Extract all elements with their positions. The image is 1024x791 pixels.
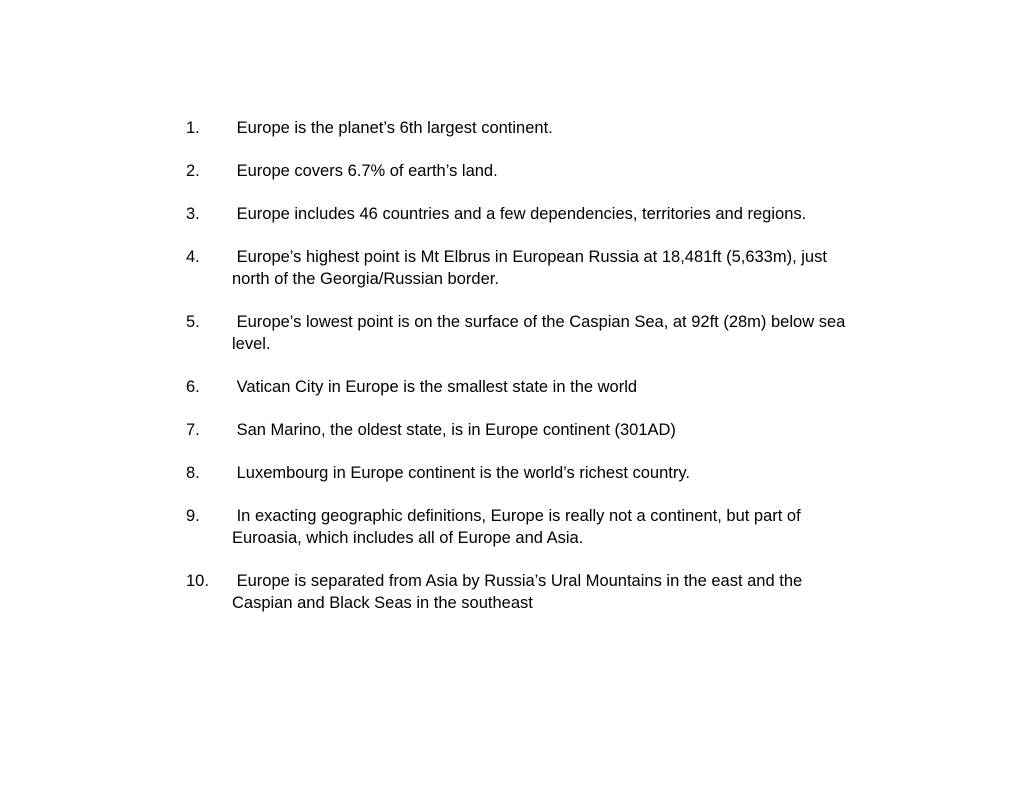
list-item-text: San Marino, the oldest state, is in Europe continent (301AD): [232, 421, 676, 439]
list-item-text: Europe covers 6.7% of earth’s land.: [232, 162, 498, 180]
list-item-text: Luxembourg in Europe continent is the world’s richest country.: [232, 464, 690, 482]
list-item: [186, 419, 866, 441]
list-item: [186, 203, 866, 225]
list-item-text: Europe includes 46 countries and a few dependencies, territories and regions.: [232, 205, 807, 223]
list-item-text: Europe is the planet’s 6th largest continent.: [232, 119, 553, 137]
facts-list: [186, 117, 866, 635]
list-item-number: 6.: [186, 378, 200, 396]
list-item-text: Europe’s lowest point is on the surface of the Caspian Sea, at 92ft (28m) below sea level.: [232, 313, 850, 353]
list-item-text: Europe is separated from Asia by Russia’s Ural Mountains in the east and the Caspian and Black Seas in the southeast: [232, 572, 807, 612]
list-item-text: In exacting geographic definitions, Europe is really not a continent, but part of Euroasia, which includes all of Europe and Asia.: [232, 507, 806, 547]
list-item-number: 1.: [186, 119, 200, 137]
list-item: [186, 570, 866, 614]
list-item-number: 7.: [186, 421, 200, 439]
list-item-number: 10.: [186, 572, 209, 590]
list-item-number: 4.: [186, 248, 200, 266]
list-item: [186, 376, 866, 398]
list-item-number: 5.: [186, 313, 200, 331]
list-item-number: 3.: [186, 205, 200, 223]
list-item: [186, 462, 866, 484]
list-item-number: 8.: [186, 464, 200, 482]
list-item: [186, 505, 866, 549]
list-item-text: Europe’s highest point is Mt Elbrus in European Russia at 18,481ft (5,633m), just north of the Georgia/Russian border.: [232, 248, 832, 288]
list-item-number: 2.: [186, 162, 200, 180]
list-item: [186, 160, 866, 182]
list-item: [186, 246, 866, 290]
list-item: [186, 311, 866, 355]
list-item-number: 9.: [186, 507, 200, 525]
list-item: [186, 117, 866, 139]
list-item-text: Vatican City in Europe is the smallest state in the world: [232, 378, 638, 396]
